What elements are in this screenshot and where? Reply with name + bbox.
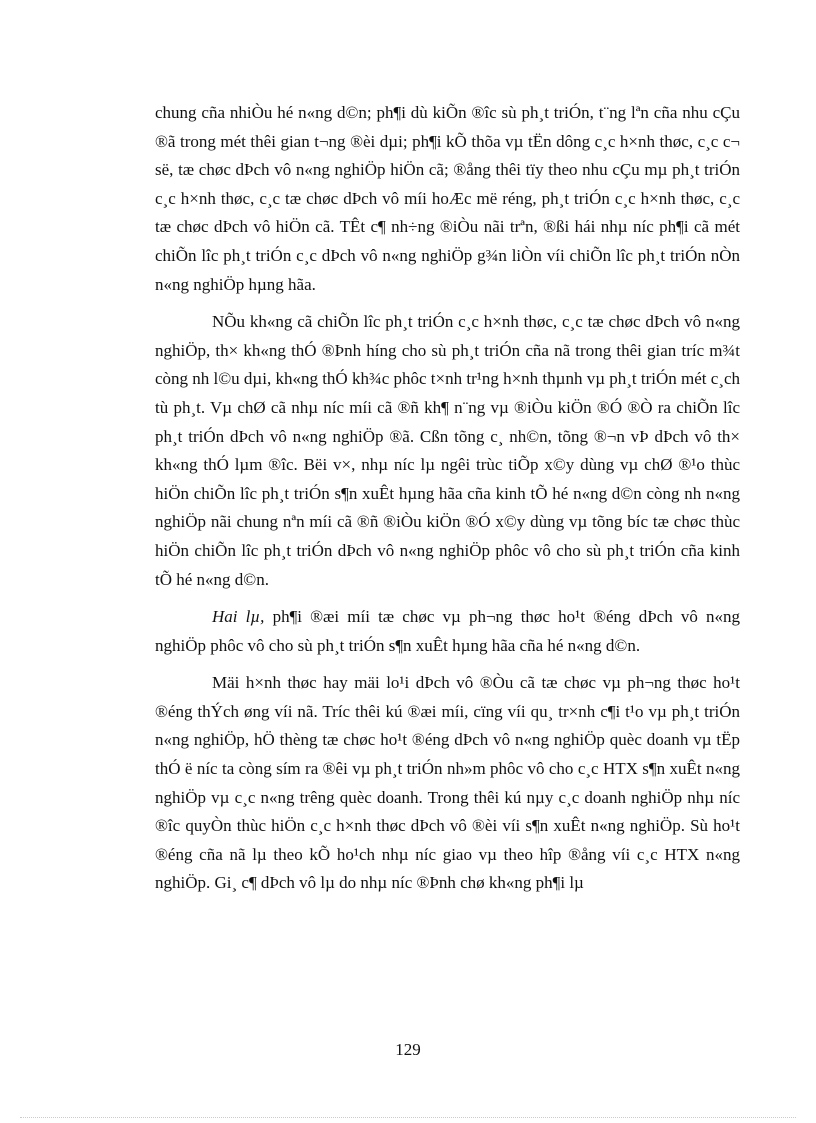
page-number: 129 [395,1040,421,1059]
paragraph-3-body: ph¶i ®æi míi tæ chøc vµ ph¬ng thøc ho¹t ®éng dÞch vô n«ng nghiÖp phôc vô cho sù ph¸t triÓn s¶n xuÊt hµng hãa cña hé n«ng d©n. [155,607,740,655]
body-text [155,99,740,907]
paragraph-4: Mäi h×nh thøc hay mäi lo¹i dÞch vô ®Òu cã tæ chøc vµ ph¬ng thøc ho¹t ®éng thÝch øng víi nã. Tríc thêi kú ®æi míi, cïng víi qu¸ tr×nh c¶i t¹o vµ ph¸t triÓn n«ng nghiÖp, hÖ thèng tæ chøc ho¹t ®éng dÞch vô n«ng nghiÖp quèc doanh vµ tËp thÓ ë níc ta còng sím ra ®êi vµ ph¸t triÓn nh»m phôc vô cho c¸c HTX s¶n xuÊt n«ng nghiÖp vµ c¸c n«ng trêng quèc doanh. Trong thêi kú nµy c¸c doanh nghiÖp nhµ níc ®îc quyÒn thùc hiÖn c¸c h×nh thøc dÞch vô ®èi víi s¶n xuÊt n«ng nghiÖp. Sù ho¹t ®éng cña nã lµ theo kÕ ho¹ch nhµ níc giao vµ theo hîp ®ång víi c¸c HTX n«ng nghiÖp. Gi¸ c¶ dÞch vô lµ do nhµ níc ®Þnh chø kh«ng ph¶i lµ [155,673,740,893]
paragraph-1: chung cña nhiÒu hé n«ng d©n; ph¶i dù kiÕn ®îc sù ph¸t triÓn, t¨ng lªn cña nhu cÇu ®ã trong mét thêi gian t¬ng ®èi dµi; ph¶i kÕ thõa vµ tËn dông c¸c h×nh thøc, c¸c c¬ së, tæ chøc dÞch vô n«ng nghiÖp hiÖn cã; ®ång thêi tïy theo nhu cÇu mµ ph¸t triÓn c¸c h×nh thøc, c¸c tæ chøc dÞch vô míi hoÆc më réng, ph¸t triÓn c¸c h×nh thøc, c¸c tæ chøc dÞch vô hiÖn cã. TÊt c¶ nh÷ng ®iÒu nãi trªn, ®ßi hái nhµ níc ph¶i cã mét chiÕn lîc ph¸t triÓn c¸c dÞch vô n«ng nghiÖp g¾n liÒn víi chiÕn lîc ph¸t triÓn nÒn n«ng nghiÖp hµng hãa. [155,103,740,294]
bottom-divider [20,1117,796,1118]
paragraph-3-lead: Hai lµ, [212,607,265,627]
paragraph-2: NÕu kh«ng cã chiÕn lîc ph¸t triÓn c¸c h×nh thøc, c¸c tæ chøc dÞch vô n«ng nghiÖp, th× kh«ng thÓ ®Þnh híng cho sù ph¸t triÓn cña nã trong thêi gian tríc m¾t còng nh l©u dµi, kh«ng thÓ kh¾c phôc t×nh tr¹ng h×nh thµnh vµ ph¸t triÓn mét c¸ch tù ph¸t. Vµ chØ cã nhµ níc míi cã ®ñ kh¶ n¨ng vµ ®iÒu kiÖn ®Ó ®Ò ra chiÕn lîc ph¸t triÓn dÞch vô n«ng nghiÖp ®ã. Cßn tõng c¸ nh©n, tõng ®¬n vÞ dÞch vô th× kh«ng thÓ lµm ®îc. Bëi v×, nhµ níc lµ ngêi trùc tiÕp x©y dùng vµ chØ ®¹o thùc hiÖn chiÕn lîc ph¸t triÓn s¶n xuÊt hµng hãa cña kinh tÕ hé n«ng d©n còng nh n«ng nghiÖp nãi chung nªn míi cã ®ñ ®iÒu kiÖn ®Ó x©y dùng vµ tõng bíc tæ chøc thùc hiÖn chiÕn lîc ph¸t triÓn dÞch vô n«ng nghiÖp phôc vô cho sù ph¸t triÓn cña kinh tÕ hé n«ng d©n. [155,312,740,589]
paragraph-3 [155,603,740,660]
